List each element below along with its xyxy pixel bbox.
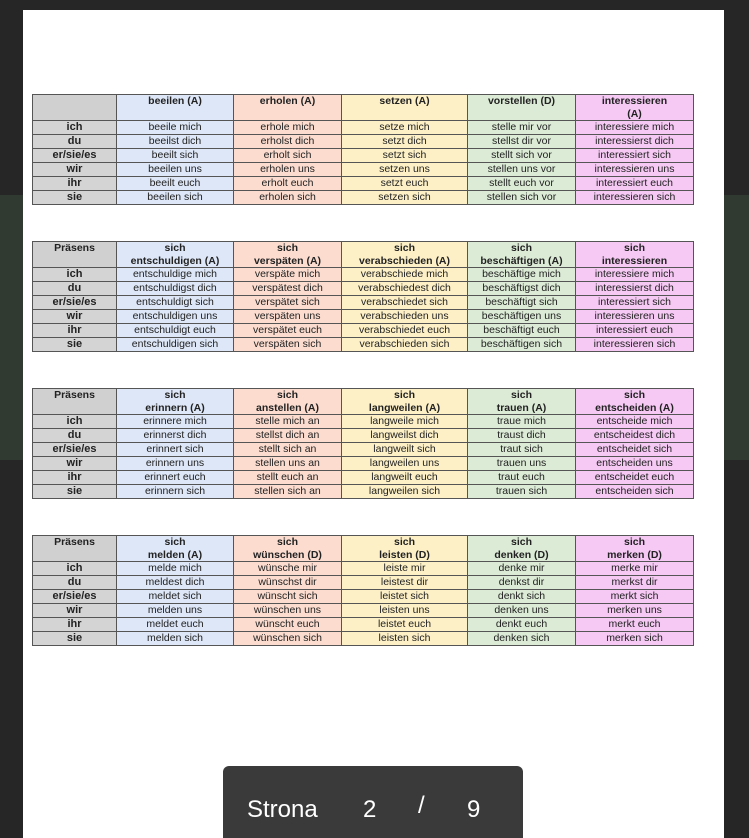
conjugation-cell: entscheiden uns: [576, 457, 694, 471]
verb-header: sich erinnern (A): [117, 389, 234, 415]
conjugation-cell: merken uns: [576, 604, 694, 618]
conjugation-cell: entscheide mich: [576, 415, 694, 429]
conjugation-row: [33, 632, 694, 646]
conjugation-cell: denken sich: [468, 632, 576, 646]
pronoun-cell: wir: [33, 457, 117, 471]
conjugation-cell: verspätet euch: [234, 324, 342, 338]
pronoun-cell: wir: [33, 163, 117, 177]
conjugation-cell: stellst dir vor: [468, 135, 576, 149]
conjugation-row: [33, 282, 694, 296]
verb-header: sich merken (D): [576, 536, 694, 562]
conjugation-cell: entschuldigen uns: [117, 310, 234, 324]
conjugation-row: [33, 576, 694, 590]
conjugation-cell: setzt sich: [342, 149, 468, 163]
conjugation-cell: verspäten uns: [234, 310, 342, 324]
conjugation-cell: entschuldige mich: [117, 268, 234, 282]
conjugation-cell: beschäftigen uns: [468, 310, 576, 324]
tense-header: [33, 95, 117, 121]
conjugation-cell: verabschiedest dich: [342, 282, 468, 296]
conjugation-row: [33, 177, 694, 191]
conjugation-cell: erinnere mich: [117, 415, 234, 429]
page-label: Strona: [247, 796, 318, 823]
conjugation-cell: interessieren sich: [576, 338, 694, 352]
conjugation-cell: beeile mich: [117, 121, 234, 135]
conjugation-cell: interessiere mich: [576, 268, 694, 282]
conjugation-cell: leisten uns: [342, 604, 468, 618]
conjugation-cell: setzt dich: [342, 135, 468, 149]
conjugation-cell: stellen sich an: [234, 485, 342, 499]
verb-header: sich verspäten (A): [234, 242, 342, 268]
conjugation-cell: beschäftige mich: [468, 268, 576, 282]
verb-header: sich verabschieden (A): [342, 242, 468, 268]
conjugation-cell: interessieren uns: [576, 310, 694, 324]
conjugation-row: [33, 485, 694, 499]
pronoun-cell: sie: [33, 485, 117, 499]
conjugation-cell: beschäftigst dich: [468, 282, 576, 296]
conjugation-cell: verabschieden uns: [342, 310, 468, 324]
conjugation-cell: meldet sich: [117, 590, 234, 604]
verb-header: sich trauen (A): [468, 389, 576, 415]
conjugation-row: [33, 163, 694, 177]
conjugation-cell: wünschen sich: [234, 632, 342, 646]
conjugation-cell: stellen uns vor: [468, 163, 576, 177]
verb-header: sich denken (D): [468, 536, 576, 562]
conjugation-cell: wünscht sich: [234, 590, 342, 604]
pronoun-cell: er/sie/es: [33, 590, 117, 604]
conjugation-cell: trauen sich: [468, 485, 576, 499]
conjugation-cell: entscheidest dich: [576, 429, 694, 443]
page-separator: /: [418, 792, 425, 819]
verb-header: vorstellen (D): [468, 95, 576, 121]
conjugation-row: [33, 471, 694, 485]
verb-header: sich entscheiden (A): [576, 389, 694, 415]
conjugation-cell: entscheiden sich: [576, 485, 694, 499]
conjugation-cell: langweile mich: [342, 415, 468, 429]
header-row: [33, 536, 694, 562]
conjugation-row: [33, 429, 694, 443]
pronoun-cell: ich: [33, 121, 117, 135]
pronoun-cell: du: [33, 429, 117, 443]
verb-table: [32, 241, 694, 352]
conjugation-row: [33, 590, 694, 604]
conjugation-cell: verspätest dich: [234, 282, 342, 296]
conjugation-cell: merken sich: [576, 632, 694, 646]
verb-table: [32, 94, 694, 205]
conjugation-cell: verspäten sich: [234, 338, 342, 352]
conjugation-cell: interessiert sich: [576, 149, 694, 163]
conjugation-row: [33, 338, 694, 352]
conjugation-cell: stelle mich an: [234, 415, 342, 429]
conjugation-cell: beeilt euch: [117, 177, 234, 191]
conjugation-row: [33, 415, 694, 429]
header-row: [33, 95, 694, 121]
conjugation-cell: stellt euch vor: [468, 177, 576, 191]
conjugation-row: [33, 135, 694, 149]
conjugation-cell: traut sich: [468, 443, 576, 457]
pronoun-cell: ihr: [33, 618, 117, 632]
tense-header: Präsens: [33, 389, 117, 415]
conjugation-cell: erinnert euch: [117, 471, 234, 485]
conjugation-cell: langweilt sich: [342, 443, 468, 457]
header-row: [33, 242, 694, 268]
pronoun-cell: sie: [33, 632, 117, 646]
conjugation-cell: erholen sich: [234, 191, 342, 205]
pronoun-cell: ich: [33, 268, 117, 282]
conjugation-cell: melde mich: [117, 562, 234, 576]
conjugation-cell: denke mir: [468, 562, 576, 576]
verb-header: sich wünschen (D): [234, 536, 342, 562]
conjugation-cell: verabschiedet euch: [342, 324, 468, 338]
conjugation-cell: setzen sich: [342, 191, 468, 205]
conjugation-row: [33, 296, 694, 310]
conjugation-cell: erholst dich: [234, 135, 342, 149]
pronoun-cell: sie: [33, 191, 117, 205]
conjugation-cell: denkst dir: [468, 576, 576, 590]
pronoun-cell: wir: [33, 604, 117, 618]
verb-header: sich langweilen (A): [342, 389, 468, 415]
conjugation-cell: wünscht euch: [234, 618, 342, 632]
conjugation-cell: stellen sich vor: [468, 191, 576, 205]
conjugation-cell: trauen uns: [468, 457, 576, 471]
conjugation-row: [33, 310, 694, 324]
verb-header: erholen (A): [234, 95, 342, 121]
conjugation-row: [33, 191, 694, 205]
conjugation-cell: interessiert sich: [576, 296, 694, 310]
conjugation-cell: beeilst dich: [117, 135, 234, 149]
conjugation-cell: erinnert sich: [117, 443, 234, 457]
conjugation-cell: leiste mir: [342, 562, 468, 576]
conjugation-cell: merkst dir: [576, 576, 694, 590]
conjugation-row: [33, 121, 694, 135]
conjugation-cell: beschäftigt euch: [468, 324, 576, 338]
conjugation-cell: interessiert euch: [576, 177, 694, 191]
total-pages: 9: [467, 796, 481, 823]
conjugation-cell: erinnern uns: [117, 457, 234, 471]
conjugation-cell: leistet sich: [342, 590, 468, 604]
conjugation-cell: langweilst dich: [342, 429, 468, 443]
pronoun-cell: du: [33, 282, 117, 296]
verb-header: sich melden (A): [117, 536, 234, 562]
verb-header: beeilen (A): [117, 95, 234, 121]
conjugation-cell: interessierst dich: [576, 135, 694, 149]
conjugation-cell: leisten sich: [342, 632, 468, 646]
conjugation-cell: merke mir: [576, 562, 694, 576]
conjugation-cell: langweilt euch: [342, 471, 468, 485]
conjugation-cell: setzen uns: [342, 163, 468, 177]
verb-header: sich entschuldigen (A): [117, 242, 234, 268]
conjugation-cell: interessieren sich: [576, 191, 694, 205]
conjugation-cell: beeilen uns: [117, 163, 234, 177]
conjugation-cell: verspätet sich: [234, 296, 342, 310]
pronoun-cell: er/sie/es: [33, 296, 117, 310]
conjugation-cell: traut euch: [468, 471, 576, 485]
verb-header: sich beschäftigen (A): [468, 242, 576, 268]
conjugation-cell: melden uns: [117, 604, 234, 618]
conjugation-cell: interessierst dich: [576, 282, 694, 296]
conjugation-cell: beschäftigt sich: [468, 296, 576, 310]
conjugation-row: [33, 618, 694, 632]
conjugation-cell: setzt euch: [342, 177, 468, 191]
conjugation-row: [33, 604, 694, 618]
conjugation-cell: entscheidet sich: [576, 443, 694, 457]
conjugation-cell: wünschst dir: [234, 576, 342, 590]
conjugation-cell: stelle mir vor: [468, 121, 576, 135]
conjugation-row: [33, 457, 694, 471]
document-page: [23, 10, 724, 838]
tense-header: Präsens: [33, 242, 117, 268]
page-indicator: [223, 766, 523, 838]
verb-header: interessieren (A): [576, 95, 694, 121]
tense-header: Präsens: [33, 536, 117, 562]
background-page-strip: [724, 195, 749, 460]
conjugation-cell: stellen uns an: [234, 457, 342, 471]
conjugation-cell: denken uns: [468, 604, 576, 618]
conjugation-cell: stellst dich an: [234, 429, 342, 443]
conjugation-cell: interessiert euch: [576, 324, 694, 338]
conjugation-row: [33, 562, 694, 576]
pronoun-cell: ihr: [33, 324, 117, 338]
pronoun-cell: er/sie/es: [33, 149, 117, 163]
conjugation-cell: beeilt sich: [117, 149, 234, 163]
conjugation-cell: entschuldigen sich: [117, 338, 234, 352]
verb-table: [32, 388, 694, 499]
conjugation-cell: verabschiede mich: [342, 268, 468, 282]
verb-header: sich leisten (D): [342, 536, 468, 562]
conjugation-cell: wünschen uns: [234, 604, 342, 618]
conjugation-row: [33, 149, 694, 163]
background-page-strip: [0, 195, 23, 460]
conjugation-cell: leistest dir: [342, 576, 468, 590]
conjugation-row: [33, 443, 694, 457]
header-row: [33, 389, 694, 415]
pronoun-cell: du: [33, 135, 117, 149]
conjugation-cell: entschuldigt sich: [117, 296, 234, 310]
conjugation-cell: erholt euch: [234, 177, 342, 191]
conjugation-cell: interessieren uns: [576, 163, 694, 177]
verb-header: setzen (A): [342, 95, 468, 121]
conjugation-cell: merkt euch: [576, 618, 694, 632]
conjugation-cell: beeilen sich: [117, 191, 234, 205]
conjugation-row: [33, 268, 694, 282]
conjugation-cell: meldet euch: [117, 618, 234, 632]
conjugation-cell: beschäftigen sich: [468, 338, 576, 352]
pronoun-cell: sie: [33, 338, 117, 352]
conjugation-cell: erholen uns: [234, 163, 342, 177]
conjugation-cell: stellt euch an: [234, 471, 342, 485]
pronoun-cell: er/sie/es: [33, 443, 117, 457]
conjugation-cell: stellt sich an: [234, 443, 342, 457]
conjugation-cell: entschuldigt euch: [117, 324, 234, 338]
conjugation-row: [33, 324, 694, 338]
pronoun-cell: du: [33, 576, 117, 590]
conjugation-cell: verspäte mich: [234, 268, 342, 282]
conjugation-cell: denkt euch: [468, 618, 576, 632]
conjugation-cell: erinnern sich: [117, 485, 234, 499]
verb-table: [32, 535, 694, 646]
conjugation-cell: langweilen sich: [342, 485, 468, 499]
conjugation-cell: verabschieden sich: [342, 338, 468, 352]
pronoun-cell: ihr: [33, 177, 117, 191]
conjugation-cell: verabschiedet sich: [342, 296, 468, 310]
conjugation-cell: merkt sich: [576, 590, 694, 604]
pronoun-cell: wir: [33, 310, 117, 324]
conjugation-cell: erholt sich: [234, 149, 342, 163]
conjugation-cell: traust dich: [468, 429, 576, 443]
conjugation-cell: erhole mich: [234, 121, 342, 135]
verb-header: sich interessieren: [576, 242, 694, 268]
conjugation-cell: entscheidet euch: [576, 471, 694, 485]
conjugation-cell: entschuldigst dich: [117, 282, 234, 296]
conjugation-cell: leistet euch: [342, 618, 468, 632]
pronoun-cell: ihr: [33, 471, 117, 485]
conjugation-cell: setze mich: [342, 121, 468, 135]
conjugation-cell: denkt sich: [468, 590, 576, 604]
conjugation-cell: meldest dich: [117, 576, 234, 590]
pronoun-cell: ich: [33, 562, 117, 576]
conjugation-cell: melden sich: [117, 632, 234, 646]
conjugation-cell: wünsche mir: [234, 562, 342, 576]
conjugation-cell: langweilen uns: [342, 457, 468, 471]
pronoun-cell: ich: [33, 415, 117, 429]
conjugation-cell: stellt sich vor: [468, 149, 576, 163]
verb-header: sich anstellen (A): [234, 389, 342, 415]
conjugation-cell: traue mich: [468, 415, 576, 429]
current-page-number[interactable]: 2: [363, 796, 377, 823]
conjugation-cell: interessiere mich: [576, 121, 694, 135]
conjugation-cell: erinnerst dich: [117, 429, 234, 443]
